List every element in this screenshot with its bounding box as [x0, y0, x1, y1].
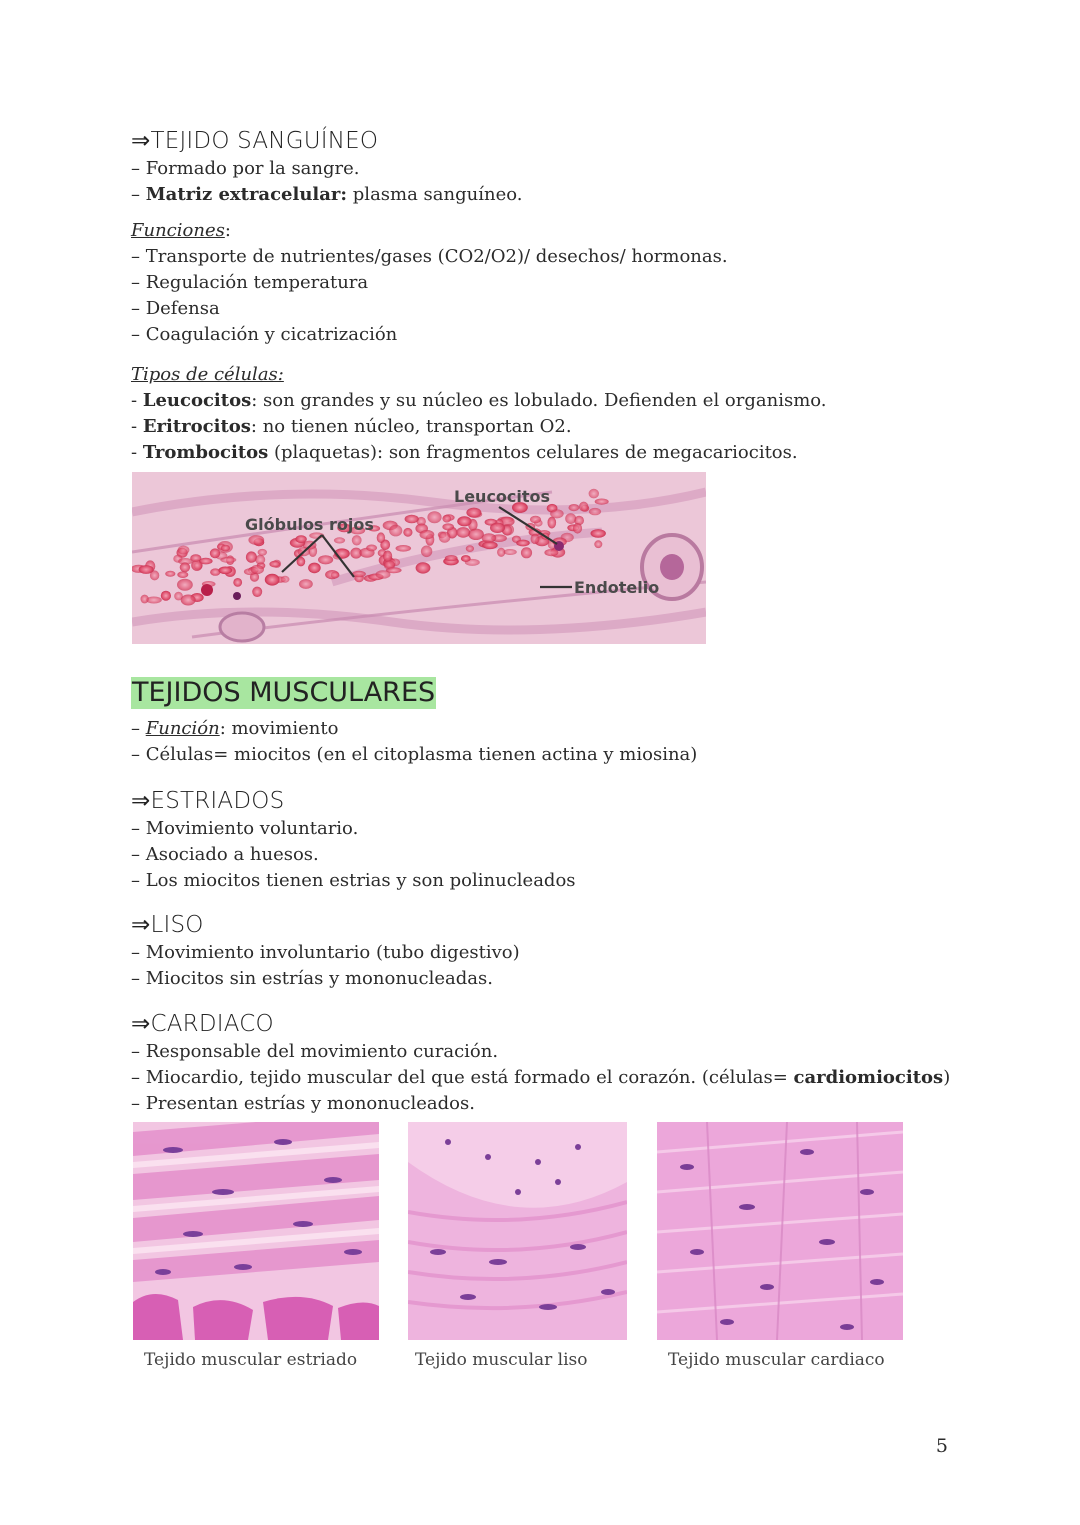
cell-types-label: Tipos de células:	[131, 364, 284, 385]
blood-micrograph	[132, 472, 706, 644]
red-blood-cell	[248, 535, 264, 545]
cardiac-line-2: – Miocardio, tejido muscular del que está formado el corazón. (células= cardiomiocitos)	[131, 1067, 951, 1088]
caption-cardiac: Tejido muscular cardiaco	[668, 1350, 885, 1370]
red-blood-cell	[331, 572, 340, 579]
muscle-function-line: – Función: movimiento	[131, 718, 339, 739]
red-blood-cell	[550, 509, 564, 518]
red-blood-cell	[199, 558, 213, 565]
striated-heading: ⇒ESTRIADOS	[131, 788, 285, 814]
red-blood-cell	[252, 587, 262, 597]
smooth-line: – Miocitos sin estrías y mononucleadas.	[131, 968, 493, 989]
caption-striated: Tejido muscular estriado	[144, 1350, 358, 1370]
red-blood-cell	[468, 529, 484, 540]
smooth-heading: ⇒LISO	[131, 912, 204, 938]
cardiac-line-1: – Responsable del movimiento curación.	[131, 1041, 499, 1062]
smooth-micrograph	[408, 1122, 627, 1340]
red-blood-cell	[389, 525, 402, 537]
function-item: – Regulación temperatura	[131, 272, 369, 293]
red-blood-cell	[181, 595, 196, 606]
cell-type-item: - Trombocitos (plaquetas): son fragmentos celulares de megacariocitos.	[131, 442, 798, 463]
muscle-intro	[131, 716, 1031, 768]
red-blood-cell	[220, 557, 236, 563]
red-blood-cell	[405, 515, 419, 524]
red-blood-cell	[504, 549, 517, 555]
cell-types-section	[131, 362, 1031, 466]
red-blood-cell	[456, 527, 470, 538]
red-blood-cell	[352, 535, 362, 545]
red-blood-cell	[490, 523, 505, 533]
red-blood-cell	[591, 529, 606, 538]
red-blood-cell	[521, 547, 532, 558]
blood-heading: ⇒TEJIDO SANGUÍNEO	[131, 128, 379, 154]
red-blood-cell	[466, 508, 481, 518]
red-blood-cell	[416, 562, 431, 573]
striated-line: – Los miocitos tienen estrias y son polinucleados	[131, 870, 576, 891]
red-blood-cell	[218, 567, 232, 575]
red-blood-cell	[530, 516, 541, 523]
red-blood-cell	[221, 545, 230, 552]
red-blood-cell	[531, 534, 540, 544]
red-blood-cell	[595, 499, 609, 505]
red-blood-cell	[516, 540, 530, 547]
red-blood-cell	[594, 540, 602, 548]
red-blood-cell	[281, 576, 290, 583]
red-blood-cell	[251, 565, 264, 574]
red-blood-cell	[377, 532, 385, 543]
page-number: 5	[935, 1435, 948, 1457]
striated-line: – Asociado a huesos.	[131, 844, 319, 865]
red-blood-cell	[439, 532, 451, 543]
cardiac-section	[131, 1009, 1031, 1117]
red-blood-cell	[579, 502, 588, 512]
red-blood-cell	[589, 508, 601, 515]
red-blood-cell	[420, 530, 435, 539]
cell-type-item: - Eritrocitos: no tienen núcleo, transportan O2.	[131, 416, 572, 437]
cardiac-micrograph	[657, 1122, 903, 1340]
functions-section	[131, 218, 1031, 348]
red-blood-cell	[589, 489, 599, 499]
red-blood-cell	[165, 571, 175, 577]
red-blood-cell	[461, 555, 471, 562]
red-blood-cell	[265, 574, 280, 586]
smooth-section	[131, 910, 1031, 992]
cardiac-line-3: – Presentan estrías y mononucleados.	[131, 1093, 475, 1114]
blood-line-1: – Formado por la sangre.	[131, 158, 360, 179]
caption-smooth: Tejido muscular liso	[415, 1350, 588, 1370]
red-blood-cell	[210, 548, 220, 558]
red-blood-cell	[548, 517, 557, 529]
red-blood-cell	[141, 595, 149, 604]
function-item: – Transporte de nutrientes/gases (CO2/O2)/ desechos/ hormonas.	[131, 246, 728, 267]
red-blood-cell	[376, 570, 391, 579]
red-blood-cell	[466, 545, 474, 552]
muscle-section	[131, 677, 1031, 709]
function-item: – Coagulación y cicatrización	[131, 324, 398, 345]
red-blood-cell	[482, 533, 497, 542]
striated-section	[131, 786, 1031, 894]
red-blood-cell	[308, 563, 321, 574]
red-blood-cell	[255, 555, 265, 565]
red-blood-cell	[421, 546, 432, 558]
muscle-cells-line: – Células= miocitos (en el citoplasma tienen actina y miosina)	[131, 744, 698, 765]
red-blood-cell	[366, 545, 377, 552]
striated-line: – Movimiento voluntario.	[131, 818, 359, 839]
red-blood-cell	[403, 528, 412, 537]
red-blood-cell	[396, 545, 412, 552]
red-blood-cell	[457, 516, 471, 526]
red-blood-cell	[180, 562, 190, 572]
red-blood-cell	[177, 571, 188, 578]
red-blood-cell	[445, 555, 458, 561]
blood-section	[131, 126, 1031, 208]
label-endotelio: Endotelio	[574, 578, 660, 597]
smooth-line: – Movimiento involuntario (tubo digestivo)	[131, 942, 520, 963]
cardiac-heading: ⇒CARDIACO	[131, 1011, 274, 1037]
label-globulos-rojos: Glóbulos rojos	[245, 515, 374, 534]
function-item: – Defensa	[131, 298, 220, 319]
functions-label: Funciones:	[131, 220, 231, 241]
red-blood-cell	[161, 591, 171, 601]
red-blood-cell	[246, 551, 257, 562]
red-blood-cell	[295, 535, 306, 543]
muscle-heading: TEJIDOS MUSCULARES	[132, 677, 436, 708]
red-blood-cell	[334, 537, 345, 543]
label-leucocitos: Leucocitos	[454, 487, 551, 506]
red-blood-cell	[569, 504, 580, 511]
red-blood-cell	[565, 513, 576, 524]
red-blood-cell	[573, 523, 582, 534]
red-blood-cell	[442, 523, 454, 530]
blood-line-2: – Matriz extracelular: plasma sanguíneo.	[131, 184, 523, 205]
red-blood-cell	[318, 555, 333, 564]
red-blood-cell	[233, 578, 242, 587]
red-blood-cell	[269, 561, 280, 568]
red-blood-cell	[258, 549, 267, 556]
red-blood-cell	[442, 515, 451, 523]
red-blood-cell	[299, 579, 313, 589]
red-blood-cell	[177, 579, 193, 591]
red-blood-cell	[139, 565, 154, 574]
cell-type-item: - Leucocitos: son grandes y su núcleo es lobulado. Defienden el organismo.	[131, 390, 827, 411]
red-blood-cell	[427, 511, 441, 523]
striated-micrograph	[133, 1122, 379, 1340]
red-blood-cell	[178, 546, 190, 555]
